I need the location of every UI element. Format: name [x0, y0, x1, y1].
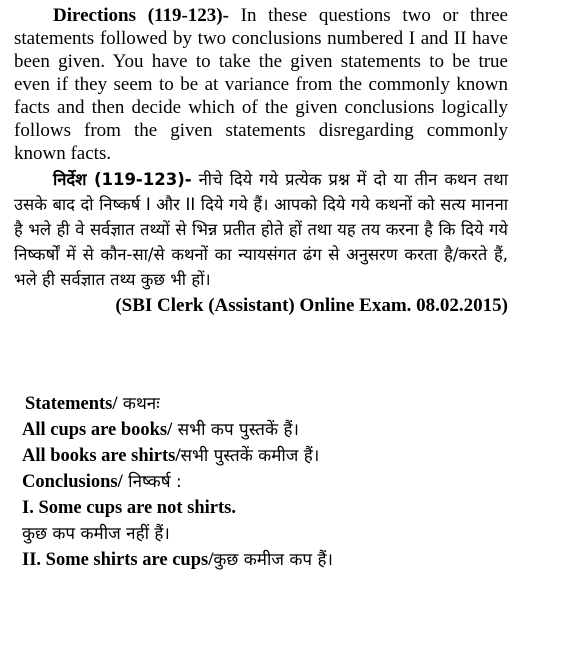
statement-1	[22, 417, 542, 443]
directions-label-hi: निर्देश (119-123)-	[53, 170, 192, 189]
directions-text-en: In these questions two or three statements followed by two conclusions numbered I and II have been given. You have to take the given statements to be true even if they seem to be at variance from the commonly known facts and then decide which of the given conclusions logically follows from the given statements disregarding commonly known facts.	[14, 5, 508, 164]
directions-english	[14, 4, 508, 165]
conclusion-1-hi: कुछ कप कमीज नहीं हैं।	[22, 524, 170, 544]
conclusions-heading	[22, 469, 542, 495]
directions-text-hi: नीचे दिये गये प्रत्येक प्रश्न में दो या तीन कथन तथा उसके बाद दो निष्कर्ष I और II दिये गये हैं। आपको दिये गये कथनों को सत्य मानना है भले ही वे सर्वज्ञात तथ्यों से भिन्न प्रतीत होते हों तथा यह तय करना है कि दिये गये निष्कर्षों में से कौन-सा/से कथनों का न्यायसंगत ढंग से अनुसरण करता है/करते हैं, भले ही सर्वज्ञात तथ्य कुछ भी हों।	[14, 170, 508, 289]
conclusions-heading-en: Conclusions/	[22, 472, 123, 492]
statement-2	[22, 443, 542, 469]
conclusion-2-en: II. Some shirts are cups/	[22, 550, 214, 570]
statement-2-hi: सभी पुस्तकें कमीज हैं।	[180, 446, 320, 466]
directions-block	[14, 4, 508, 318]
exam-source: (SBI Clerk (Assistant) Online Exam. 08.02.2015)	[115, 295, 508, 316]
directions-hindi	[14, 167, 508, 292]
statement-1-en: All cups are books/	[22, 420, 173, 440]
statement-1-hi: सभी कप पुस्तकें हैं।	[172, 420, 299, 440]
statements-heading-en: Statements/	[25, 394, 118, 414]
conclusions-heading-hi: निष्कर्ष :	[122, 472, 182, 492]
statement-2-en: All books are shirts/	[22, 446, 181, 466]
conclusion-1-en: I. Some cups are not shirts.	[22, 498, 236, 518]
statements-heading	[22, 391, 542, 417]
statements-heading-hi: कथनः	[117, 394, 160, 414]
conclusion-2-hi: कुछ कमीज कप हैं।	[213, 550, 333, 570]
directions-label-en: Directions (119-123)-	[53, 5, 229, 26]
conclusion-2	[22, 547, 542, 573]
question-block	[22, 391, 542, 573]
